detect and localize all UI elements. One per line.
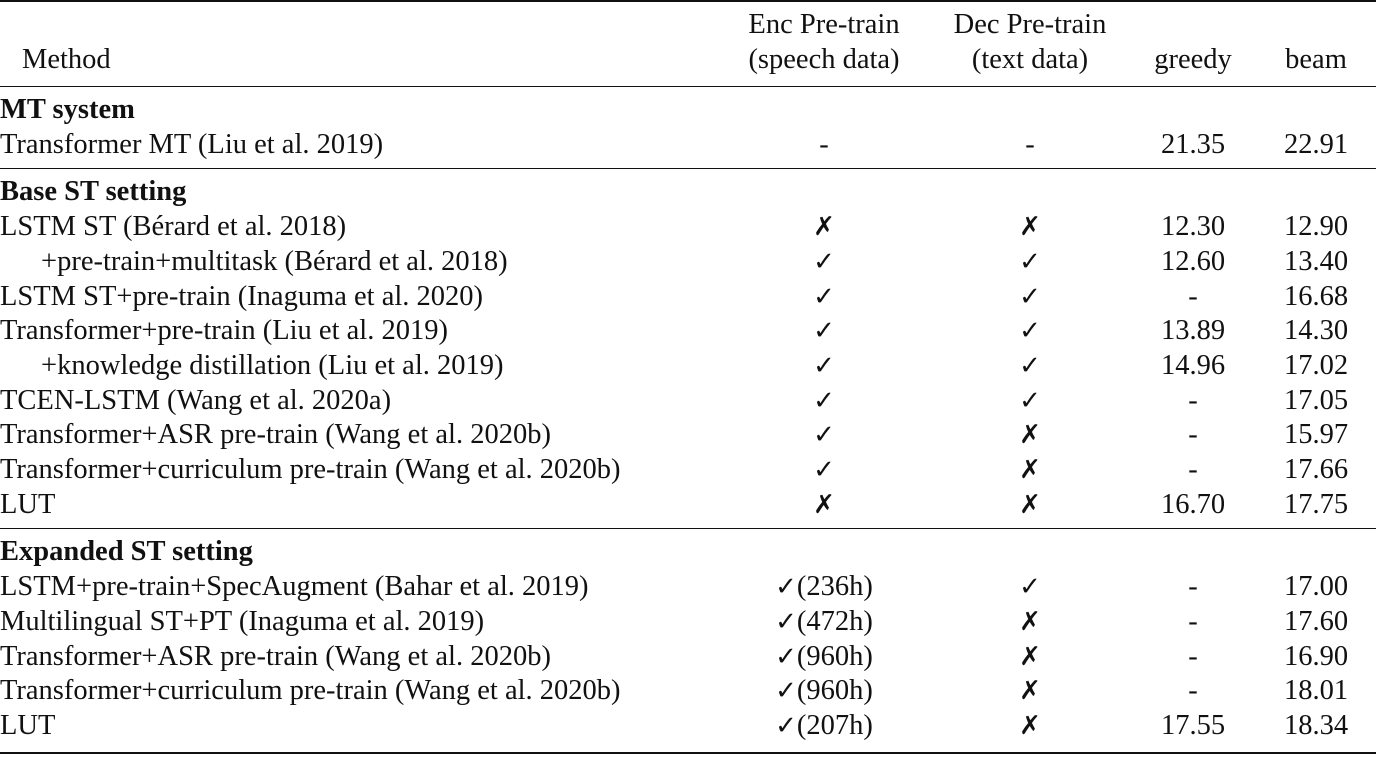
- beam-score-cell: 18.01: [1283, 675, 1349, 707]
- section-title: Expanded ST setting: [0, 536, 253, 568]
- dec-pretrain-cell: [930, 488, 1130, 529]
- greedy-score-cell: 14.96: [1160, 349, 1226, 381]
- dec-pretrain-mark: ✓: [1019, 316, 1041, 347]
- greedy-score-cell: 12.60: [1160, 245, 1226, 277]
- beam-score-cell: 12.90: [1283, 211, 1349, 243]
- enc-pretrain-cell: [718, 570, 930, 605]
- table-row: [0, 605, 1376, 640]
- dec-pretrain-mark: ✗: [1019, 455, 1041, 486]
- enc-pretrain-mark: ✓: [775, 572, 797, 603]
- enc-pretrain-cell: [718, 674, 930, 709]
- header-greedy: greedy: [1154, 44, 1232, 76]
- dec-pretrain-cell: [930, 605, 1130, 640]
- enc-pretrain-cell: [718, 349, 930, 384]
- enc-pretrain-cell: [718, 384, 930, 419]
- enc-pretrain-mark: ✓: [775, 641, 797, 672]
- dec-pretrain-mark: ✗: [1019, 641, 1041, 672]
- enc-pretrain-cell: [718, 640, 930, 675]
- beam-score-cell: 17.60: [1283, 605, 1349, 637]
- beam-score-cell: 14.30: [1283, 315, 1349, 347]
- table-row: [0, 128, 1376, 169]
- method-cell: +knowledge distillation (Liu et al. 2019): [41, 349, 504, 381]
- greedy-score-cell: -: [1188, 571, 1198, 603]
- enc-pretrain-mark: ✓: [775, 606, 797, 637]
- greedy-score-cell: -: [1188, 640, 1198, 672]
- enc-pretrain-cell: [718, 314, 930, 349]
- table-row: [0, 570, 1376, 605]
- enc-pretrain-cell: [718, 418, 930, 453]
- beam-score-cell: 13.40: [1283, 245, 1349, 277]
- header-dec-line2: (text data): [971, 44, 1089, 76]
- dec-pretrain-cell: [930, 210, 1130, 245]
- results-body: [0, 87, 1376, 753]
- dec-pretrain-cell: [930, 570, 1130, 605]
- section-header: [0, 529, 1376, 570]
- section-title: Base ST setting: [0, 176, 187, 208]
- section-header: [0, 87, 1376, 128]
- method-cell: Transformer+pre-train (Liu et al. 2019): [0, 315, 448, 347]
- header-enc-line1: Enc Pre-train: [748, 9, 900, 41]
- enc-pretrain-cell: [718, 488, 930, 529]
- enc-pretrain-mark: ✓: [813, 385, 835, 416]
- method-cell: LSTM ST+pre-train (Inaguma et al. 2020): [0, 280, 484, 312]
- method-cell: Transformer+ASR pre-train (Wang et al. 2020b): [0, 640, 551, 672]
- dec-pretrain-mark: ✓: [1019, 572, 1041, 603]
- enc-pretrain-mark: ✓: [775, 676, 797, 707]
- table-row: [0, 280, 1376, 315]
- greedy-score-cell: 16.70: [1160, 488, 1226, 520]
- table-row: [0, 709, 1376, 753]
- dec-pretrain-mark: -: [1025, 128, 1035, 160]
- method-cell: LUT: [0, 709, 56, 741]
- enc-pretrain-mark: ✓: [813, 316, 835, 347]
- enc-pretrain-mark: ✗: [813, 212, 835, 243]
- beam-score-cell: 17.75: [1283, 488, 1349, 520]
- greedy-score-cell: -: [1188, 675, 1198, 707]
- greedy-score-cell: -: [1188, 605, 1198, 637]
- greedy-score-cell: 13.89: [1160, 315, 1226, 347]
- enc-pretrain-mark: ✓: [775, 710, 797, 741]
- method-cell: TCEN-LSTM (Wang et al. 2020a): [0, 384, 392, 416]
- beam-score-cell: 18.34: [1283, 709, 1349, 741]
- greedy-score-cell: -: [1188, 384, 1198, 416]
- beam-score-cell: 17.05: [1283, 384, 1349, 416]
- dec-pretrain-mark: ✗: [1019, 212, 1041, 243]
- dec-pretrain-mark: ✗: [1019, 676, 1041, 707]
- enc-pretrain-mark: ✓: [813, 455, 835, 486]
- greedy-score-cell: 17.55: [1160, 709, 1226, 741]
- table-row: [0, 640, 1376, 675]
- method-cell: Transformer MT (Liu et al. 2019): [0, 128, 384, 160]
- enc-pretrain-cell: [718, 709, 930, 753]
- section-title: MT system: [0, 94, 135, 125]
- greedy-score-cell: -: [1188, 454, 1198, 486]
- enc-pretrain-hours: (960h): [796, 675, 873, 707]
- dec-pretrain-mark: ✗: [1019, 420, 1041, 451]
- method-cell: LSTM ST (Bérard et al. 2018): [0, 211, 347, 243]
- dec-pretrain-cell: [930, 314, 1130, 349]
- enc-pretrain-cell: [718, 280, 930, 315]
- table-row: [0, 674, 1376, 709]
- beam-score-cell: 17.00: [1283, 571, 1349, 603]
- beam-score-cell: 22.91: [1283, 128, 1349, 160]
- header-enc-line2: (speech data): [748, 44, 900, 76]
- enc-pretrain-mark: -: [819, 128, 829, 160]
- enc-pretrain-mark: ✓: [813, 246, 835, 277]
- method-cell: Multilingual ST+PT (Inaguma et al. 2019): [0, 605, 485, 637]
- enc-pretrain-mark: ✓: [813, 281, 835, 312]
- dec-pretrain-cell: [930, 384, 1130, 419]
- section-header: [0, 169, 1376, 210]
- beam-score-cell: 16.68: [1283, 280, 1349, 312]
- header-row-2: [0, 43, 1376, 87]
- beam-score-cell: 16.90: [1283, 640, 1349, 672]
- enc-pretrain-hours: (236h): [796, 571, 873, 603]
- dec-pretrain-cell: [930, 280, 1130, 315]
- greedy-score-cell: 12.30: [1160, 211, 1226, 243]
- dec-pretrain-mark: ✓: [1019, 350, 1041, 381]
- enc-pretrain-cell: [718, 128, 930, 169]
- enc-pretrain-mark: ✓: [813, 350, 835, 381]
- dec-pretrain-mark: ✓: [1019, 246, 1041, 277]
- table-row: [0, 349, 1376, 384]
- dec-pretrain-cell: [930, 674, 1130, 709]
- table-row: [0, 384, 1376, 419]
- table-row: [0, 314, 1376, 349]
- dec-pretrain-cell: [930, 640, 1130, 675]
- enc-pretrain-cell: [718, 453, 930, 488]
- dec-pretrain-cell: [930, 349, 1130, 384]
- method-cell: Transformer+curriculum pre-train (Wang et al. 2020b): [0, 454, 621, 486]
- dec-pretrain-cell: [930, 453, 1130, 488]
- method-cell: +pre-train+multitask (Bérard et al. 2018): [41, 245, 508, 277]
- greedy-score-cell: -: [1188, 419, 1198, 451]
- enc-pretrain-hours: (472h): [796, 605, 873, 637]
- enc-pretrain-hours: (207h): [796, 709, 873, 741]
- table-row: [0, 453, 1376, 488]
- dec-pretrain-cell: [930, 709, 1130, 753]
- enc-pretrain-cell: [718, 245, 930, 280]
- enc-pretrain-mark: ✓: [813, 420, 835, 451]
- method-cell: Transformer+curriculum pre-train (Wang et al. 2020b): [0, 675, 621, 707]
- enc-pretrain-hours: (960h): [796, 640, 873, 672]
- beam-score-cell: 17.02: [1283, 349, 1349, 381]
- method-cell: Transformer+ASR pre-train (Wang et al. 2020b): [0, 419, 551, 451]
- beam-score-cell: 15.97: [1283, 419, 1349, 451]
- dec-pretrain-cell: [930, 245, 1130, 280]
- enc-pretrain-mark: ✗: [813, 489, 835, 520]
- enc-pretrain-cell: [718, 605, 930, 640]
- beam-score-cell: 17.66: [1283, 454, 1349, 486]
- dec-pretrain-mark: ✗: [1019, 489, 1041, 520]
- table-row: [0, 418, 1376, 453]
- dec-pretrain-mark: ✗: [1019, 710, 1041, 741]
- method-cell: LUT: [0, 488, 56, 520]
- greedy-score-cell: -: [1188, 280, 1198, 312]
- header-row-1: [0, 1, 1376, 43]
- dec-pretrain-mark: ✓: [1019, 385, 1041, 416]
- table-row: [0, 488, 1376, 529]
- header-beam: beam: [1285, 44, 1347, 76]
- table-row: [0, 210, 1376, 245]
- dec-pretrain-cell: [930, 128, 1130, 169]
- table-row: [0, 245, 1376, 280]
- dec-pretrain-cell: [930, 418, 1130, 453]
- greedy-score-cell: 21.35: [1160, 128, 1226, 160]
- dec-pretrain-mark: ✗: [1019, 606, 1041, 637]
- method-cell: LSTM+pre-train+SpecAugment (Bahar et al. 2019): [0, 571, 589, 603]
- header-method: Method: [22, 44, 111, 76]
- enc-pretrain-cell: [718, 210, 930, 245]
- header-dec-line1: Dec Pre-train: [953, 9, 1107, 41]
- dec-pretrain-mark: ✓: [1019, 281, 1041, 312]
